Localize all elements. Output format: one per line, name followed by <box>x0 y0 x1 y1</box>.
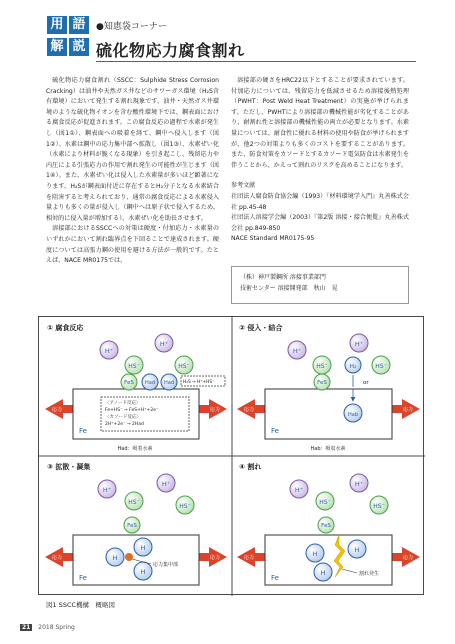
panel-caption: Hab：吸収水素 <box>310 446 346 452</box>
crack-label: 割れ発生 <box>359 571 380 577</box>
stress-label: 応力 <box>209 555 221 561</box>
cathode-reaction: 2H⁺+2e⁻ → 2Had <box>105 422 144 427</box>
page-footer <box>20 624 75 631</box>
reference-item: 社団法人溶接学会編（2003）『第2版 溶接・接合便覧』丸善株式会社 pp.849-850 <box>231 214 409 232</box>
h2s-reaction: H₂S → H⁺+HS⁻ <box>183 380 215 385</box>
right-column <box>231 76 409 245</box>
h-plus-label: H⁺ <box>161 480 171 488</box>
h-label: H <box>354 546 360 554</box>
fe-label: Fe <box>79 574 87 582</box>
figure-canvas <box>39 317 425 596</box>
h-label: H <box>320 569 326 577</box>
author-affiliation: （株）神戸製鋼所 溶接事業部門 <box>240 274 326 281</box>
hs-minus-label: HS⁻ <box>316 363 328 370</box>
panel-diffusion <box>45 462 227 585</box>
header-box-go: 語 <box>69 16 89 34</box>
panel-corrosion-reaction <box>45 323 227 452</box>
stress-arrow-left <box>237 547 265 567</box>
hab-label: Hab <box>348 412 358 418</box>
page-number: 21 <box>22 624 31 631</box>
paragraph: 溶接部の硬さをHRC22以下とすることが要求されています。付加応力については、残留応力を低減させるため溶接後熱処理（PWHT：Post Weld Heat Treatment）の実施が挙げられます。ただし、PWHTにより溶接部の機械性能が劣化することがあり、耐割れ性と溶接部の機械性能の両立が必要となります。水素量については、耐食性に優れる材料の使用や防食が挙げられますが、他2つの対策よりも多くのコストを要することがあります。また、防食対策をカソードとするカソード電気防食は水素発生を伴うことから、かえって割れのリスクを高めることになります。 <box>231 77 409 169</box>
panel-caption: Had：吸着水素 <box>117 446 153 452</box>
h-plus-label: H⁺ <box>292 347 302 355</box>
author-name: 技術センター 溶接開発部 秋山 晃 <box>240 285 338 292</box>
panel-penetration <box>237 323 420 452</box>
stress-label: 応力 <box>209 407 221 413</box>
hs-minus-label: HS⁻ <box>373 503 385 510</box>
stress-arrow-left <box>237 399 265 419</box>
stress-arrow-left <box>45 399 73 419</box>
header-box-kai: 解 <box>47 38 67 56</box>
stress-concentration-point <box>125 553 133 561</box>
fes-label: FeS <box>127 523 137 529</box>
references-title: 参考文献 <box>231 182 256 190</box>
stress-label: 応力 <box>243 407 255 413</box>
stress-label: 応力 <box>243 555 255 561</box>
panel-title: ① 腐食反応 <box>47 324 84 332</box>
h-plus-label: H⁺ <box>104 347 114 355</box>
fes-label: FeS <box>124 380 134 386</box>
stress-arrow-left <box>45 547 73 567</box>
author-box <box>231 266 409 304</box>
hs-minus-label: HS⁻ <box>128 499 140 506</box>
h2-label: H₂ <box>349 363 357 370</box>
left-column <box>46 76 219 267</box>
h-label: H <box>140 544 146 552</box>
panel-title: ③ 拡散・凝集 <box>47 463 91 471</box>
h-plus-label: H⁺ <box>294 486 304 494</box>
hs-minus-label: HS⁻ <box>178 363 190 370</box>
header-box-setsu: 説 <box>69 38 89 56</box>
anode-reaction: Fe+HS⁻ → FeS+H⁺+2e⁻ <box>105 408 159 413</box>
cathode-title: 〈カソード反応〉 <box>105 415 141 420</box>
corner-label: ●知恵袋コーナー <box>96 22 167 32</box>
title-rule <box>96 61 416 62</box>
had-label: Had <box>145 380 155 386</box>
stress-label: 応力 <box>402 555 414 561</box>
h-label: H <box>140 568 146 576</box>
stress-label: 応力 <box>402 407 414 413</box>
hs-minus-label: HS⁻ <box>319 499 331 506</box>
h-label: H <box>112 554 118 562</box>
figure-caption: 図1 SSCC機構 概略図 <box>46 601 116 609</box>
h-plus-label: H⁺ <box>102 486 112 494</box>
stress-arrow-right <box>199 547 227 567</box>
hs-minus-label: HS⁻ <box>179 503 191 510</box>
issue-label: 2018 Spring <box>38 624 75 631</box>
reference-item: 社団法人腐食防食協会編（1993）『材料環境学入門』丸善株式会社 pp.45-48 <box>231 192 409 211</box>
stress-label: 応力 <box>51 407 63 413</box>
figure-sscc-mechanism <box>38 316 424 595</box>
h-plus-label: H⁺ <box>354 340 364 348</box>
fes-label: FeS <box>321 523 331 529</box>
h-plus-label: H⁺ <box>354 480 364 488</box>
hs-minus-label: HS⁻ <box>128 363 140 370</box>
panel-title: ② 侵入・結合 <box>239 324 283 332</box>
fe-label: Fe <box>271 574 279 582</box>
h-label: H <box>312 550 318 558</box>
reference-item: NACE Standard MR0175-95 <box>231 235 315 243</box>
or-label: or <box>363 380 369 386</box>
panel-title: ④ 割れ <box>239 463 262 471</box>
stress-arrow-right <box>392 547 420 567</box>
page-title: 硫化物応力腐食割れ <box>96 41 245 60</box>
steel-block <box>265 389 392 439</box>
fe-label: Fe <box>79 427 87 435</box>
stress-label: 応力 <box>51 555 63 561</box>
had-label: Had <box>164 380 174 386</box>
stress-concentration-label: 応力集中部 <box>153 562 179 568</box>
hs-minus-label: HS⁻ <box>375 363 387 370</box>
fe-label: Fe <box>271 427 279 435</box>
header-box-yo: 用 <box>47 16 67 34</box>
anode-title: 〈アノード反応〉 <box>105 401 141 406</box>
stress-arrow-right <box>392 399 420 419</box>
paragraph: 溶接部におけるSSCCへの対策は硬度・付加応力・水素量のいずれかにおいて割れ臨界点を下回ることで達成されます。硬度については高張力鋼の使用を避ける方法が一般的です。たとえば、NACE MR0175では、 <box>46 225 219 265</box>
stress-arrow-right <box>199 399 227 419</box>
fes-label: FeS <box>317 380 327 386</box>
panel-cracking <box>237 462 420 585</box>
paragraph: 硫化物応力腐食割れ（SSCC：Sulphide Stress Corrosion Cracking）は油井や天然ガス井などのサワーガス環境（H₂S含有環境）において発生する割れ現象です。油井・天然ガス井環境のような硫化物イオンを含む酸性環境下では、鋼表面における腐食反応が促進されます。この腐食反応の過程で水素が発生し（図1①）、鋼表面への吸着を経て、鋼中へ侵入します（図1②）。水素は鋼中の応力集中部へ拡散し（図1③）、水素ぜい化（水素により材料が脆くなる現象）を引き起こし、残留応力や内圧による引張応力の作用で割れ発生の可能性が生じます（図1④）。また、水素ぜい化は侵入した水素量が多いほど顕著になります。H₂Sが鋼表面付近に存在するとH₂分子となる水素結合を阻害すると考えられており、通常の腐食反応による水素侵入量よりも多くの量が侵入し（鋼中へは原子状で侵入するため、相対的に侵入量が増加する）、水素ぜい化を助長させます。 <box>46 77 219 222</box>
references <box>231 181 409 245</box>
h-plus-label: H⁺ <box>159 340 169 348</box>
